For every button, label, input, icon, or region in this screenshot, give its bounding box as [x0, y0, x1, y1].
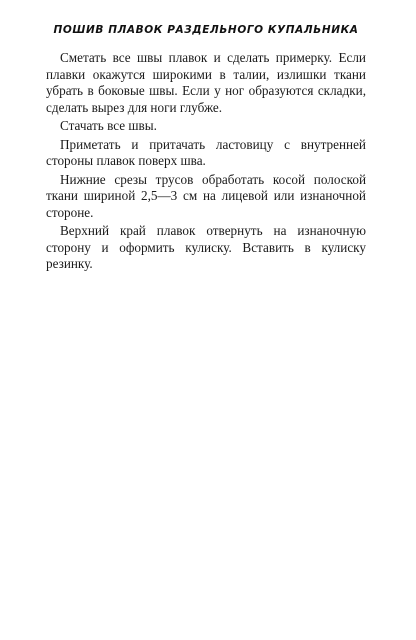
paragraph-fitting: Сметать все швы плавок и сделать примерку. Если плавки окажутся широкими в талии, излишки ткани убрать в боковые швы. Если у ног образуются складки, сделать вырез для ноги глубже.	[46, 50, 366, 115]
paragraph-gusset: Приметать и притачать ластовицу с внутренней стороны плавок поверх шва.	[46, 136, 366, 168]
paragraph-bias-binding: Нижние срезы трусов обработать косой полоской ткани шириной 2,5—3 см на лицевой или изнаночной стороне.	[46, 171, 366, 220]
section-heading: ПОШИВ ПЛАВОК РАЗДЕЛЬНОГО КУПАЛЬНИКА	[53, 24, 359, 36]
paragraph-stitch-seams: Стачать все швы.	[60, 118, 157, 133]
paragraph-waistband: Верхний край плавок отвернуть на изнаночную сторону и оформить кулиску. Вставить в кулиску резинку.	[46, 223, 366, 271]
page-content	[46, 24, 366, 275]
